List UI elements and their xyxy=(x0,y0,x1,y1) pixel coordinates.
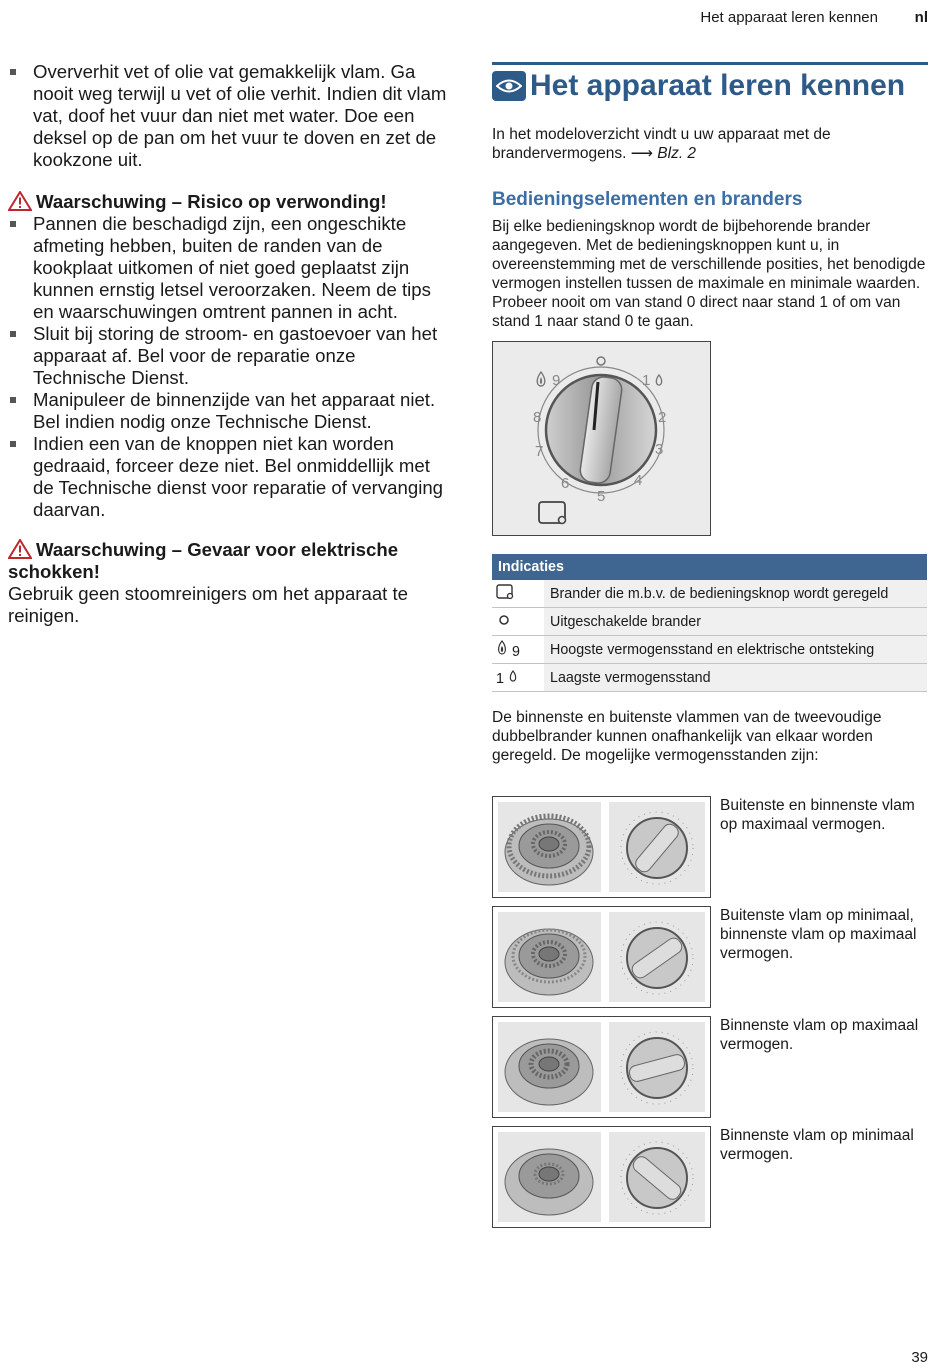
intro-text: In het modeloverzicht vindt u uw apparaat met de brandervermogens. ⟶ Blz. 2 xyxy=(492,126,831,162)
position-figure xyxy=(492,906,711,1008)
warning-heading-electric: Waarschuwing – Gevaar voor elektrische schokken! xyxy=(8,539,399,582)
table-row xyxy=(492,608,927,636)
list-item: Indien een van de knoppen niet kan worden gedraaid, forceer deze niet. Bel onmiddellijk met de Technische dienst voor reparatie of vervanging daarvan. xyxy=(8,433,448,521)
position-description: Binnenste vlam op maximaal vermogen. xyxy=(720,1017,919,1053)
bullet-square-icon xyxy=(10,331,16,337)
knob-image xyxy=(609,802,705,892)
knob-number: 8 xyxy=(533,409,542,426)
table-symbol-cell xyxy=(492,580,544,608)
table-row xyxy=(492,580,927,608)
burner-image xyxy=(498,912,601,1002)
page-reference: Blz. 2 xyxy=(657,145,697,162)
table-cell: Hoogste vermogensstand en elektrische ontsteking xyxy=(544,636,927,664)
knob-number: 6 xyxy=(561,475,570,492)
knob-image xyxy=(609,1022,705,1112)
table-header: Indicaties xyxy=(492,554,927,580)
knob-number: 9 xyxy=(552,372,561,389)
indications-table xyxy=(492,554,927,692)
header-title: Het apparaat leren kennen xyxy=(700,9,878,26)
burner-indicator-icon xyxy=(496,584,514,600)
warning-triangle-icon xyxy=(8,539,32,559)
bullet-square-icon xyxy=(10,397,16,403)
bullet-square-icon xyxy=(10,221,16,227)
knob-number: 4 xyxy=(634,472,643,489)
warning-text-electric: Gebruik geen stoomreinigers om het apparaat te reinigen. xyxy=(8,583,408,626)
position-figure xyxy=(492,796,711,898)
knob-number: 2 xyxy=(658,409,667,426)
list-item: Oververhit vet of olie vat gemakkelijk vlam. Ga nooit weg terwijl u vet of olie verhit. Indien dit vlam vat, doof het vuur dan niet met water. Doe een deksel op de pan om het vuur te doven en zet de kookzone uit. xyxy=(8,61,448,171)
small-flame-icon xyxy=(508,669,518,683)
right-column xyxy=(492,62,928,765)
table-cell: Laagste vermogensstand xyxy=(544,664,927,692)
bullet-list-top xyxy=(8,61,448,171)
small-flame-icon xyxy=(656,375,661,385)
control-knob-diagram xyxy=(493,342,710,535)
position-row xyxy=(492,796,928,898)
eye-icon xyxy=(492,71,526,101)
page-number: 39 xyxy=(911,1349,928,1366)
position-figure xyxy=(492,1016,711,1118)
bullet-square-icon xyxy=(10,441,16,447)
off-circle-icon xyxy=(496,612,514,628)
large-flame-icon xyxy=(496,640,508,656)
knob-number: 7 xyxy=(535,443,544,460)
left-column xyxy=(8,61,448,627)
knob-image xyxy=(609,912,705,1002)
table-cell: Uitgeschakelde brander xyxy=(544,608,927,636)
knob-number: 5 xyxy=(597,488,606,505)
position-description: Buitenste vlam op minimaal, binnenste vlam op maximaal vermogen. xyxy=(720,907,917,962)
burner-image xyxy=(498,802,601,892)
list-item: Pannen die beschadigd zijn, een ongeschikte afmeting hebben, buiten de randen van de kookplaat uitkomen of niet goed geplaatst zijn kunnen ernstig letsel veroorzaken. Neem de tips en waarschuwingen omtrent pannen in acht. xyxy=(8,213,448,323)
warning-triangle-icon xyxy=(8,191,32,211)
list-item: Manipuleer de binnenzijde van het apparaat niet. Bel indien nodig onze Technische Dienst. xyxy=(8,389,448,433)
knob-image xyxy=(609,1132,705,1222)
arrow-right-icon: ⟶ xyxy=(630,145,653,162)
section-title: Bedieningselementen en branders xyxy=(492,189,803,210)
control-knob-figure xyxy=(492,341,711,536)
position-row xyxy=(492,906,928,1008)
table-row xyxy=(492,636,927,664)
table-cell: Brander die m.b.v. de bedieningsknop wordt geregeld xyxy=(544,580,927,608)
burner-image xyxy=(498,1022,601,1112)
bullet-list-injury xyxy=(8,213,448,521)
burner-image xyxy=(498,1132,601,1222)
chapter-title: Het apparaat leren kennen xyxy=(530,69,906,102)
dual-burner-text: De binnenste en buitenste vlammen van de tweevoudige dubbelbrander kunnen onafhankelijk van elkaar worden geregeld. De mogelijke vermogensstanden zijn: xyxy=(492,709,882,764)
position-row xyxy=(492,1016,928,1118)
header-language: nl xyxy=(914,9,928,26)
knob-number: 3 xyxy=(655,441,664,458)
warning-heading-injury: Waarschuwing – Risico op verwonding! xyxy=(8,191,448,213)
off-position-mark xyxy=(597,357,605,365)
chapter-heading xyxy=(492,62,928,103)
knob-number: 1 xyxy=(642,372,651,389)
list-item: Sluit bij storing de stroom- en gastoevoer van het apparaat af. Bel voor de reparatie onze Technische Dienst. xyxy=(8,323,448,389)
table-symbol-cell xyxy=(492,608,544,636)
table-row xyxy=(492,664,927,692)
position-description: Buitenste en binnenste vlam op maximaal vermogen. xyxy=(720,797,915,833)
table-symbol-cell: 9 xyxy=(492,636,544,664)
section-text: Bij elke bedieningsknop wordt de bijbehorende brander aangegeven. Met de bedieningsknoppen kunt u, in overeenstemming met de verschillende posities, het benodigde vermogen instellen tussen de maximale en minimale waarden. Probeer nooit om van stand 0 direct naar stand 1 of om van stand 1 naar stand 0 te gaan. xyxy=(492,218,926,330)
position-figure xyxy=(492,1126,711,1228)
position-row xyxy=(492,1126,928,1228)
table-symbol-cell: 1 xyxy=(492,664,544,692)
position-description: Binnenste vlam op minimaal vermogen. xyxy=(720,1127,914,1163)
bullet-square-icon xyxy=(10,69,16,75)
